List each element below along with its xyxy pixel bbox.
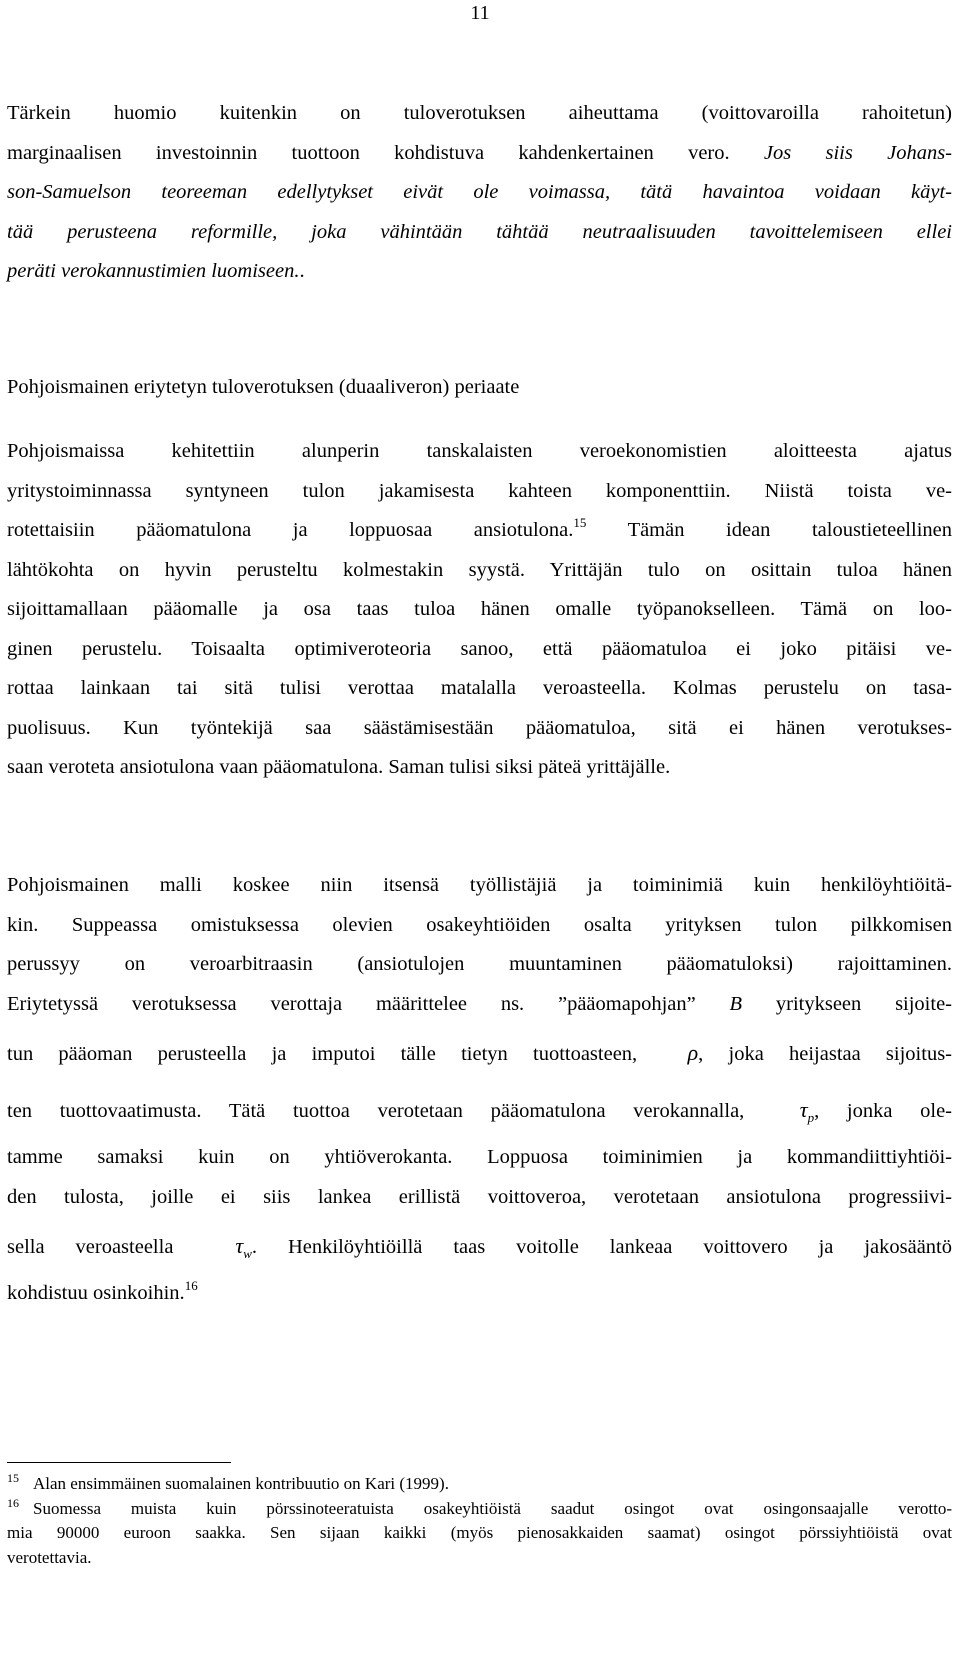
footnote-text: Suomessa muista kuin pörssinoteeratuista osakeyhtiöistä saadut osingot ovat osingonsaajalle verotto- [33,1498,952,1518]
text-line: tää perusteena reformille, joka vähintään tähtää neutraalisuuden tavoittelemiseen ellei [7,220,952,243]
subscript-p: p [807,1110,815,1125]
text-line: Pohjoismaissa kehitettiin alunperin tanskalaisten veroekonomistien aloitteesta ajatus [7,440,952,462]
text-line: ginen perustelu. Toisaalta optimiveroteoria sanoo, että pääomatuloa ei joko pitäisi ve- [7,637,952,660]
text-segment: , joka heijastaa sijoitus- [698,1043,952,1065]
text-segment: , jonka ole- [814,1100,952,1122]
text-segment: Tämän idean taloustieteellinen [586,519,952,541]
text-line: Tärkein huomio kuitenkin on tuloverotuksen aiheuttama (voittovaroilla rahoitetun) [7,102,952,124]
page-number: 11 [470,2,490,24]
footnote-16-continued: mia 90000 euroon saakka. Sen sijaan kaikki (myös pienosakkaiden saamat) osingot pörssiyhtiöistä ovat [7,1523,952,1542]
symbol-rho: ρ [687,1040,699,1065]
footnote-mark: 16 [7,1495,19,1510]
italic-text-segment: peräti verokannustimien luomiseen. [7,260,300,282]
footnote-16-continued: verotettavia. [7,1547,92,1567]
text-segment: Eriytetyssä verotuksessa verottaja määrittelee ns. ”pääomapohjan” [7,992,696,1015]
text-line: sijoittamallaan pääomalle ja osa taas tuloa hänen omalle työpanokselleen. Tämä on loo- [7,598,952,620]
text-segment: . [299,260,305,282]
footnote-ref-15[interactable]: 15 [573,515,587,530]
text-line: rottaa lainkaan tai sitä tulisi verottaa matalalla veroasteella. Kolmas perustelu on tasa- [7,677,952,699]
subscript-w: w [243,1246,252,1261]
text-line: yritystoiminnassa syntyneen tulon jakamisesta kahteen komponenttiin. Niistä toista ve- [7,479,952,502]
text-segment: tun pääoman perusteella ja imputoi tälle tietyn tuottoasteen, [7,1043,638,1065]
text-line [7,252,952,292]
footnote-mark: 15 [7,1471,19,1485]
text-segment: rotettaisiin pääomatulona ja loppuosaa ansiotulona. [7,519,574,541]
footnote-divider [7,1462,231,1463]
text-line: tamme samaksi kuin on yhtiöverokanta. Loppuosa toiminimien ja kommandiittiyhtiöi- [7,1146,952,1168]
text-line [7,134,952,174]
paragraph-model-details [7,866,952,1314]
text-line: kin. Suppeassa omistuksessa olevien osakeyhtiöiden osalta yrityksen tulon pilkkomisen [7,913,952,936]
italic-text-segment: Jos siis Johans- [729,141,952,164]
symbol-tau: τ [799,1097,808,1122]
text-line: lähtökohta on hyvin perusteltu kolmestakin syystä. Yrittäjän tulo on osittain tuloa hänen [7,558,952,581]
symbol-tau: τ [235,1233,244,1258]
paragraph-intro [7,94,952,292]
text-line: puolisuus. Kun työntekijä saa säästämisestään pääomatuloa, sitä ei hänen verotukses- [7,716,952,739]
symbol-capital-base: B [729,992,743,1015]
text-line [7,985,952,1025]
text-segment: ten tuottovaatimusta. Tätä tuottoa verotetaan pääomatulona verokannalla, [7,1100,745,1122]
text-line: saan veroteta ansiotulona vaan pääomatulona. Saman tulisi siksi päteä yrittäjälle. [7,756,671,778]
text-line: Pohjoismainen malli koskee niin itsensä työllistäjiä ja toiminimiä kuin henkilöyhtiöitä- [7,874,952,896]
footnote-text: Alan ensimmäinen suomalainen kontribuutio on Kari (1999). [33,1474,449,1493]
text-line [7,1217,952,1274]
section-heading: Pohjoismainen eriytetyn tuloverotuksen (duaaliveron) periaate [7,376,520,398]
footnotes [7,1472,952,1570]
text-segment: sella veroasteella [7,1236,174,1258]
text-segment: yritykseen sijoite- [742,992,953,1015]
text-segment: marginaalisen investoinnin tuottoon kohdistuva kahdenkertainen vero. [7,141,730,164]
footnote-15 [7,1472,952,1497]
text-segment: . Henkilöyhtiöillä taas voitolle lankeaa voittovero ja jakosääntö [251,1236,952,1258]
text-line [7,1081,952,1138]
text-line: son-Samuelson teoreeman edellytykset eivät ole voimassa, tätä havaintoa voidaan käyt- [7,181,952,203]
text-segment: kohdistuu osinkoihin. [7,1282,185,1304]
footnote-ref-16[interactable]: 16 [184,1278,198,1293]
text-line [7,511,952,551]
text-line [7,1024,952,1081]
footnote-16 [7,1497,952,1522]
text-line: den tulosta, joille ei siis lankea erillistä voittoveroa, verotetaan ansiotulona progressiivi- [7,1185,952,1208]
text-line [7,1274,952,1314]
paragraph-nordic-model [7,432,952,788]
text-line: perussyy on veroarbitraasin (ansiotulojen muuntaminen pääomatuloksi) rajoittaminen. [7,953,952,975]
